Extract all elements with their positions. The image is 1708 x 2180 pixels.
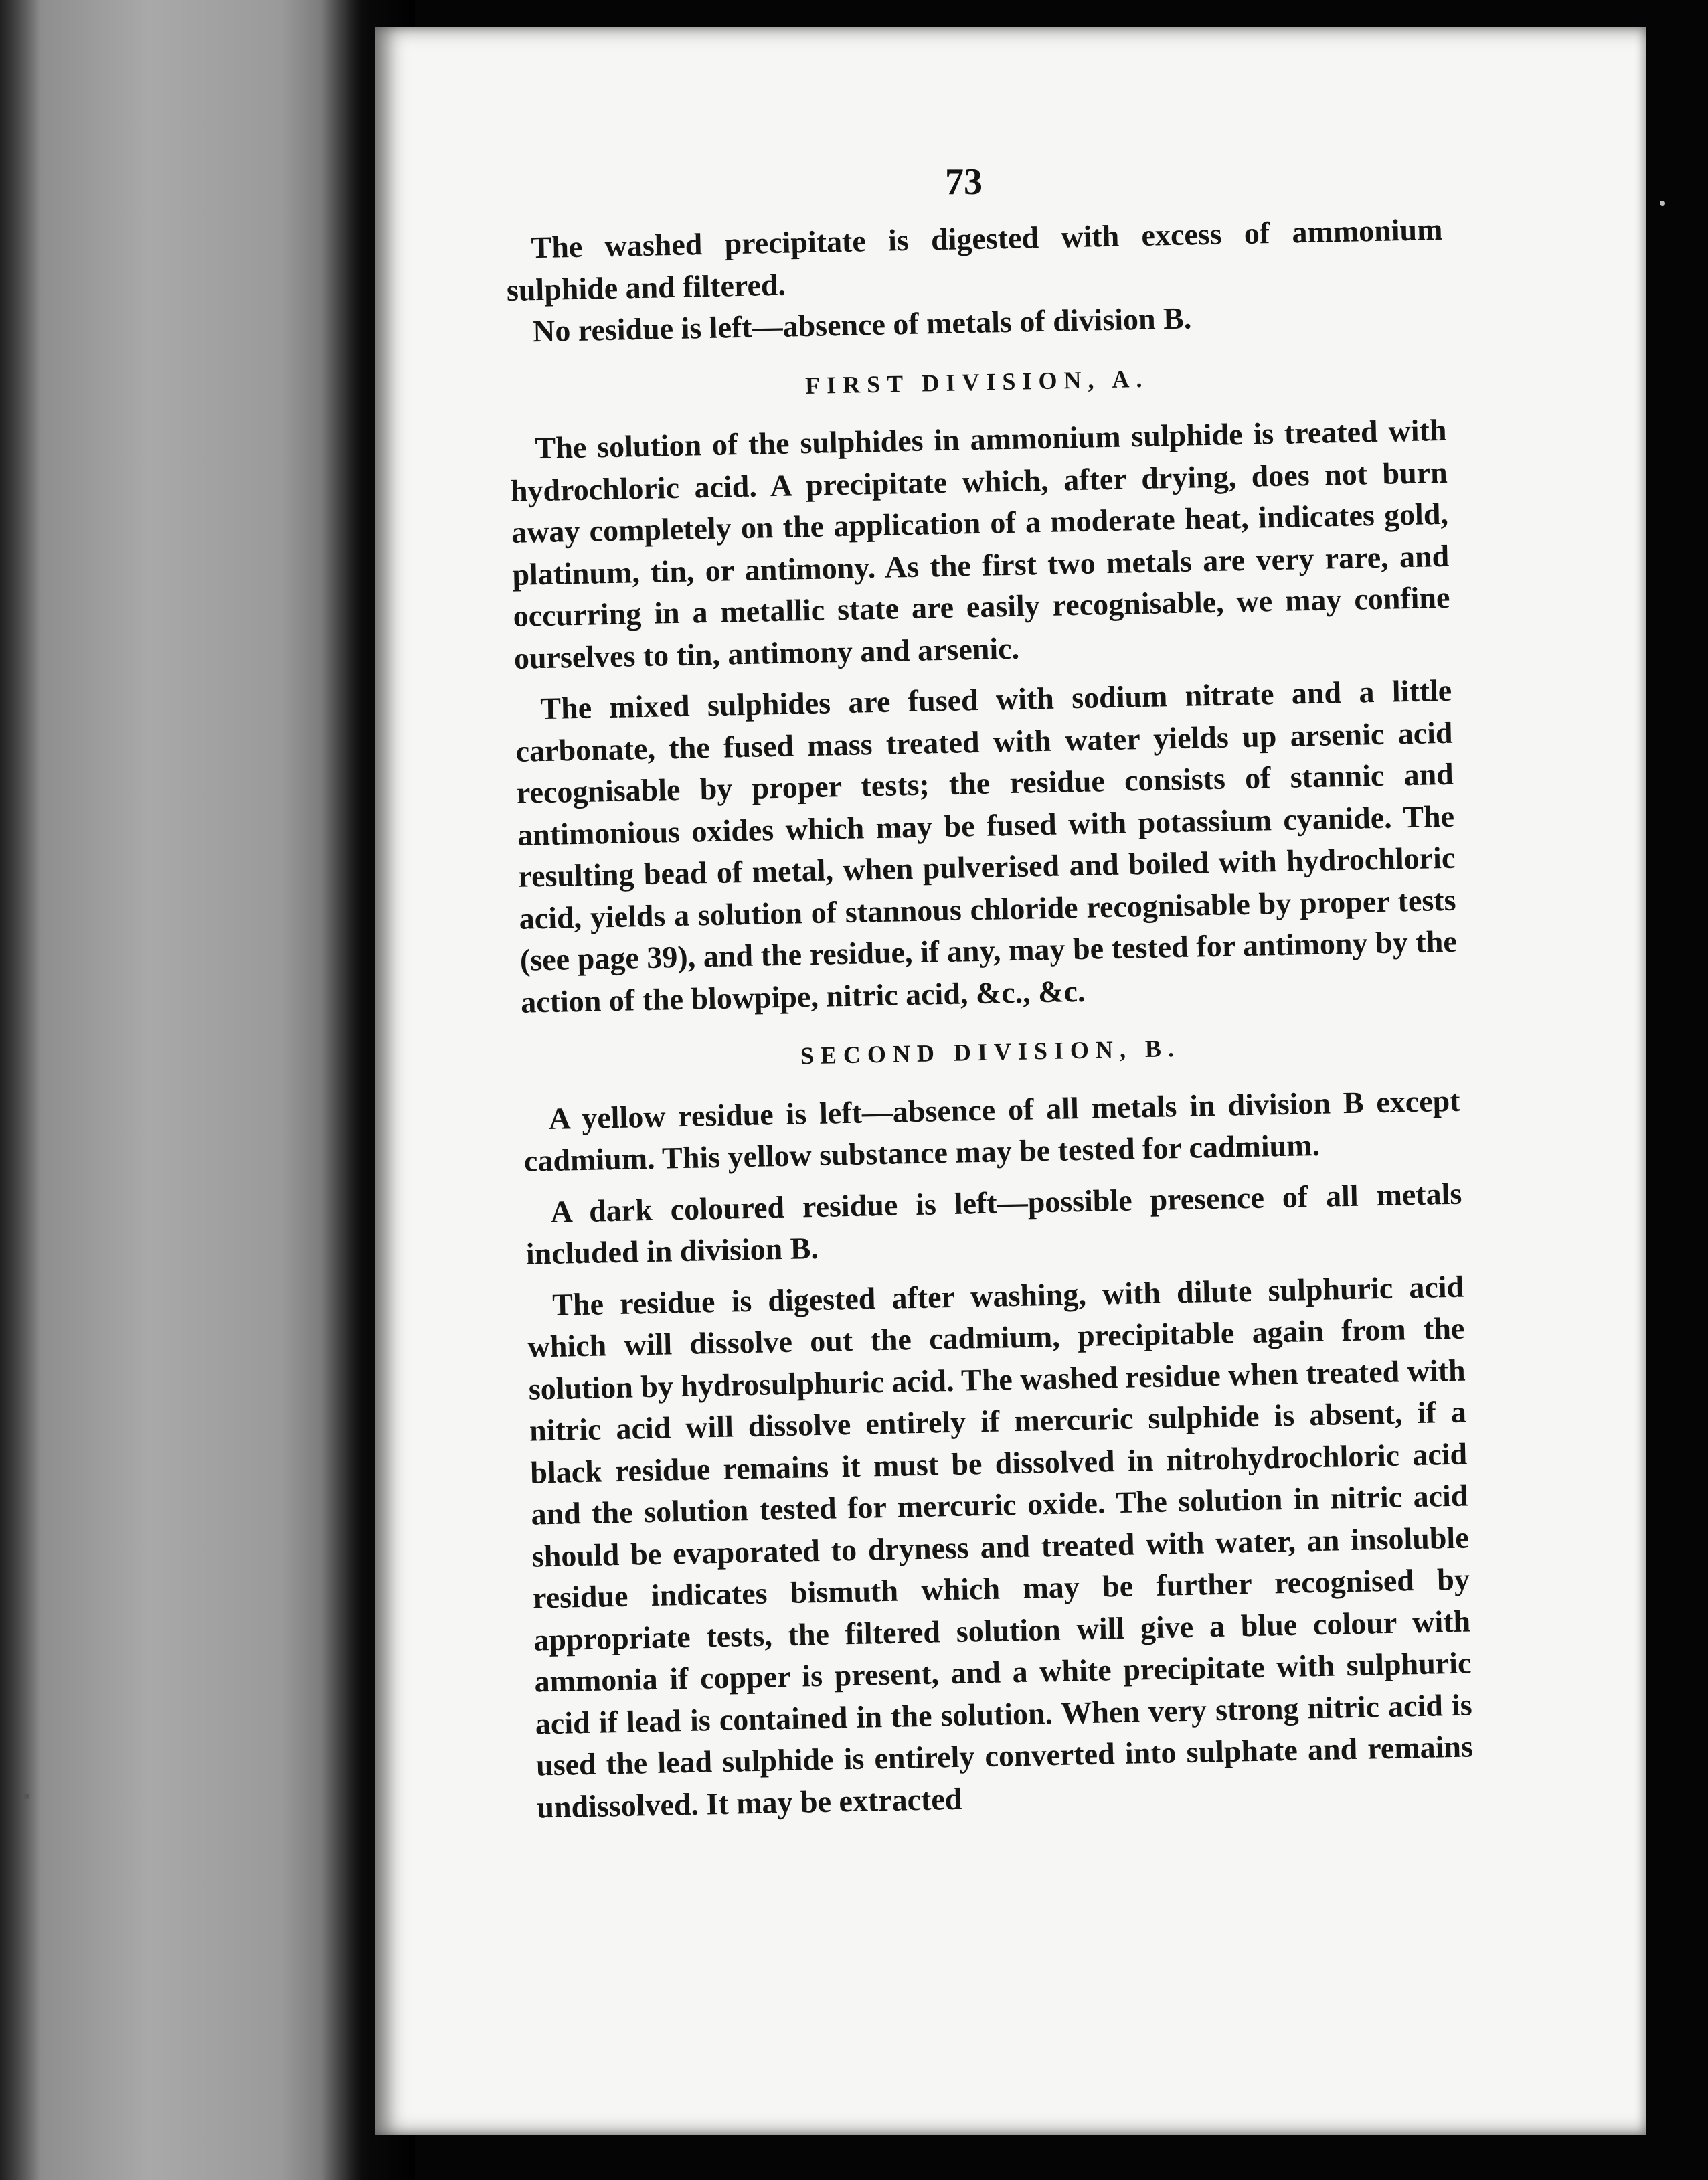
- intro-paragraph-2: No residue is left—absence of metals of division B.: [532, 301, 1192, 349]
- page-body: [505, 209, 1474, 1829]
- first-division-paragraph-2: The mixed sulphides are fused with sodium nitrate and a little carbonate, the fused mass treated with water yields up arsenic acid recognisable by proper tests; the residue consists of stannic and antimonious oxides which may be fused with potassium cyanide. The resulting bead of metal, when pulverised and boiled with hydrochloric acid, yields a solution of stannous chloride recognisable by proper tests (see page 39), and the residue, if any, may be tested for antimony by the action of the blowpipe, nitric acid, &c., &c.: [515, 673, 1458, 1019]
- previous-page-faded: [0, 0, 375, 2180]
- first-division-paragraph-1: The solution of the sulphides in ammonium sulphide is treated with hydrochloric acid. A precipitate which, after drying, does not burn away completely on the application of a moderate heat, indicates gold, platinum, tin, or antimony. As the first two metals are very rare, and occurring in a metallic state are easily recognisable, we may confine ourselves to tin, antimony and arsenic.: [510, 412, 1450, 675]
- scan-dust-speck: [24, 1794, 29, 1799]
- book-page: [375, 27, 1646, 2135]
- second-division-paragraph-2: A dark coloured residue is left—possible presence of all metals included in division B.: [525, 1176, 1462, 1271]
- section-heading-first-division: FIRST DIVISION, A.: [804, 365, 1149, 399]
- intro-paragraph-1: The washed precipitate is digested with excess of ammonium sulphide and filtered.: [506, 212, 1443, 307]
- scan-dust-speck: [1660, 201, 1665, 206]
- second-division-paragraph-3: The residue is digested after washing, with dilute sulphuric acid which will dissolve out the cadmium, precipitable again from the solution by hydrosulphuric acid. The washed residue when treated with nitric acid will dissolve entirely if mercuric sulphide is absent, if a black residue remains it must be dissolved in nitrohydrochloric acid and the solution tested for mercuric oxide. The solution in nitric acid should be evaporated to dryness and treated with water, an insoluble residue indicates bismuth which may be further recognised by appropriate tests, the filtered solution will give a blue colour with ammonia if copper is present, and a white precipitate with sulphuric acid if lead is contained in the solution. When very strong nitric acid is used the lead sulphide is entirely converted into sulphate and remains undissolved. It may be extracted: [527, 1269, 1474, 1825]
- page-number: 73: [945, 161, 983, 203]
- section-heading-second-division: SECOND DIVISION, B.: [800, 1035, 1181, 1070]
- second-division-paragraph-1: A yellow residue is left—absence of all metals in division B except cadmium. This yellow substance may be tested for cadmium.: [523, 1083, 1460, 1178]
